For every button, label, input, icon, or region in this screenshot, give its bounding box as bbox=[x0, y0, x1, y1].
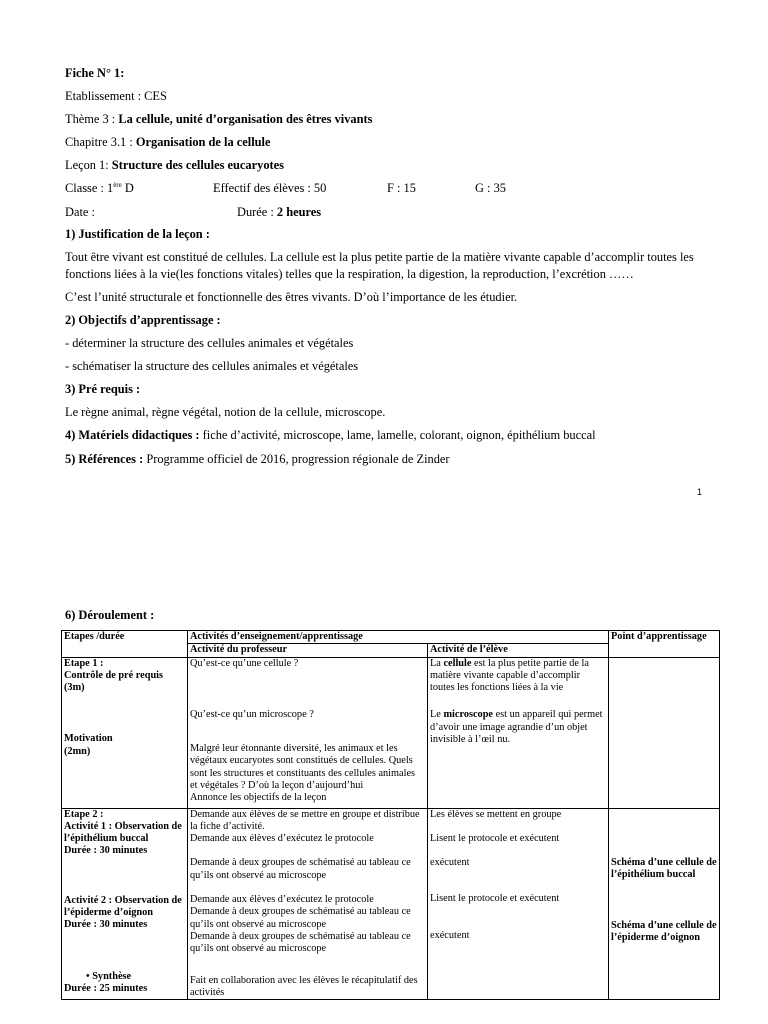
fiche-title: Fiche N° 1: bbox=[65, 66, 125, 80]
effectif-label: Effectif des élèves : 50 bbox=[213, 181, 327, 195]
section-3-title: 3) Pré requis : bbox=[65, 382, 141, 396]
duree-line: Durée : 2 heures bbox=[237, 205, 322, 219]
answer-cellule: La cellule est la plus petite partie de la matière vivante capable d’accomplir toutes les fonctions liées à la vie bbox=[430, 657, 589, 694]
references-line: 5) Références : Programme officiel de 2016, progression régionale de Zinder bbox=[65, 452, 450, 466]
etape-2-cell: Etape 2 : Activité 1 : Observation de l’épithélium buccal Durée : 30 minutes Activité 2 : Observation de l’épiderme d’oignon Durée : 30 minutes • Synthèse Durée : 25 minutes bbox=[62, 808, 188, 1000]
section-1-paragraph-2: C’est l’unité structurale et fonctionnelle des êtres vivants. D’où l’importance de les étudier. bbox=[65, 290, 518, 304]
etablissement-line: Etablissement : CES bbox=[65, 89, 167, 103]
table-row bbox=[62, 657, 720, 808]
eleve-cell-1 bbox=[428, 657, 609, 808]
materiels-line: 4) Matériels didactiques : fiche d’activité, microscope, lame, lamelle, colorant, oignon, épithélium buccal bbox=[65, 428, 596, 442]
header-etapes: Etapes /durée bbox=[62, 631, 188, 658]
g-count: G : 35 bbox=[475, 181, 506, 195]
lecon-line: Leçon 1: Structure des cellules eucaryotes bbox=[65, 158, 284, 172]
point-cell-1 bbox=[609, 657, 720, 808]
header-activites: Activités d’enseignement/apprentissage bbox=[188, 631, 609, 644]
classe-label: Classe : 1ère D bbox=[65, 181, 134, 195]
section-1-paragraph-1: Tout être vivant est constitué de cellules. La cellule est la plus petite partie de la matière vivante capable d’accomplir toutes les fonctions liées à la vie(les fonctions vitales) telles que la respiration, la digestion, la reproduction, l’excrétion …… bbox=[65, 250, 694, 281]
chapitre-line: Chapitre 3.1 : Organisation de la cellule bbox=[65, 135, 271, 149]
section-1-title: 1) Justification de la leçon : bbox=[65, 227, 210, 241]
header-eleve: Activité de l’élève bbox=[428, 644, 609, 657]
synthese-bullet: • Synthèse bbox=[86, 970, 132, 982]
etape-1-cell: Etape 1 : Contrôle de pré requis (3m) Motivation (2mn) bbox=[62, 657, 188, 808]
answer-microscope: Le microscope est un appareil qui permet d’avoir une image agrandie d’un objet invisible à l’œil nu. bbox=[430, 709, 603, 746]
prerequis-text: Le règne animal, règne végétal, notion de la cellule, microscope. bbox=[65, 405, 386, 419]
prof-cell-1: Qu’est-ce qu’une cellule ? Qu’est-ce qu’un microscope ? Malgré leur étonnante diversité, les animaux et les végétaux eucaryotes sont constitués de cellules. Quels sont les structures et constituants des cellules animales et végétales ? D’où la leçon d’aujourd’hui Annonce les objectifs de la leçon bbox=[188, 657, 428, 808]
header-point: Point d’apprentissage bbox=[609, 631, 720, 658]
header-prof: Activité du professeur bbox=[188, 644, 428, 657]
objective-item-1: - déterminer la structure des cellules animales et végétales bbox=[65, 336, 354, 350]
deroulement-table bbox=[61, 630, 720, 1000]
f-count: F : 15 bbox=[387, 181, 416, 195]
eleve-cell-2: Les élèves se mettent en groupe Lisent le protocole et exécutent exécutent Lisent le protocole et exécutent exécutent bbox=[428, 808, 609, 1000]
table-row bbox=[62, 808, 720, 1000]
table-header-row bbox=[62, 631, 720, 644]
deroulement-title: 6) Déroulement : bbox=[65, 608, 155, 622]
prof-cell-2: Demande aux élèves de se mettre en groupe et distribue la fiche d’activité. Demande aux élèves d’exécutez le protocole Demande à deux groupes de schématisé au tableau ce qu’ils ont observé au microscope Demande aux élèves d’exécutez le protocole Demande à deux groupes de schématisé au tableau ce qu’ils ont observé au microscope Demande à deux groupes de schématisé au tableau ce qu’ils ont observé au microscope Fait en collaboration avec les élèves le récapitulatif des activités bbox=[188, 808, 428, 1000]
page-number: 1 bbox=[697, 487, 703, 497]
theme-line: Thème 3 : La cellule, unité d’organisation des êtres vivants bbox=[65, 112, 373, 126]
objective-item-2: - schématiser la structure des cellules animales et végétales bbox=[65, 359, 359, 373]
section-2-title: 2) Objectifs d’apprentissage : bbox=[65, 313, 221, 327]
date-label: Date : bbox=[65, 205, 95, 219]
point-cell-2: Schéma d’une cellule de l’épithélium buccal Schéma d’une cellule de l’épiderme d’oignon bbox=[609, 808, 720, 1000]
